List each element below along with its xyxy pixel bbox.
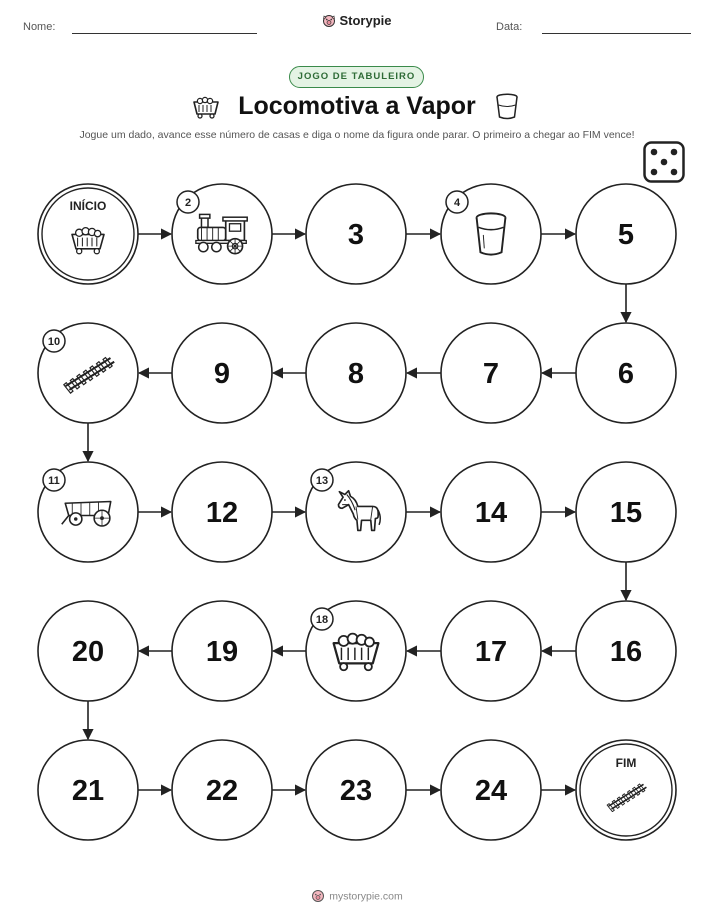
space-number: 19 [205,636,239,668]
board-space [172,184,272,284]
start-space [38,184,138,284]
space-number: 14 [474,497,508,529]
space-number: 3 [347,219,365,251]
page-title: Locomotiva a Vapor [238,92,476,120]
board-space [441,184,541,284]
board-space [38,601,138,701]
instructions: Jogue um dado, avance esse número de casas e diga o nome da figura onde parar. O primeiro a chegar ao FIM vence! [79,129,635,141]
space-number: 13 [315,475,329,487]
board-space [306,462,406,562]
board-space [441,601,541,701]
board-space [576,462,676,562]
board-space [172,740,272,840]
footer [0,888,714,905]
space-number: 8 [347,358,365,390]
space-number: 17 [474,636,508,668]
board-space [306,323,406,423]
space-number: 20 [71,636,105,668]
board-space [38,462,138,562]
board-space [306,184,406,284]
space-number: 11 [48,475,60,487]
board-space [38,740,138,840]
space-number: 21 [71,775,105,807]
start-label: INÍCIO [69,199,107,213]
space-number: 6 [617,358,635,390]
space-number: 16 [609,636,643,668]
space-number: 22 [205,775,239,807]
space-number: 4 [453,197,461,209]
water-glass-icon [477,213,506,254]
space-number: 5 [617,219,635,251]
board-space [441,740,541,840]
finish-label: FIM [615,756,637,770]
space-number: 10 [47,336,61,348]
space-number: 15 [609,497,643,529]
space-number: 2 [184,197,192,209]
space-number: 12 [205,497,239,529]
board-space [441,462,541,562]
board-space [576,323,676,423]
name-label: Nome: [23,21,56,33]
space-number: 9 [213,358,231,390]
space-number: 24 [474,775,508,807]
finish-space [576,740,676,840]
board-space [172,601,272,701]
space-number: 18 [315,614,329,626]
space-number: 7 [482,358,500,390]
board-space [38,323,138,423]
board-space [576,601,676,701]
board-space [172,323,272,423]
board-space [172,462,272,562]
brand-name: Storypie [339,13,392,28]
date-label: Data: [496,21,523,33]
board-space [441,323,541,423]
board-space [576,184,676,284]
space-number: 23 [339,775,373,807]
pig-mascot-icon [311,888,325,905]
board-space [306,740,406,840]
footer-url: mystorypie.com [329,890,403,903]
board-space [306,601,406,701]
game-type-badge: JOGO DE TABULEIRO [289,66,424,88]
